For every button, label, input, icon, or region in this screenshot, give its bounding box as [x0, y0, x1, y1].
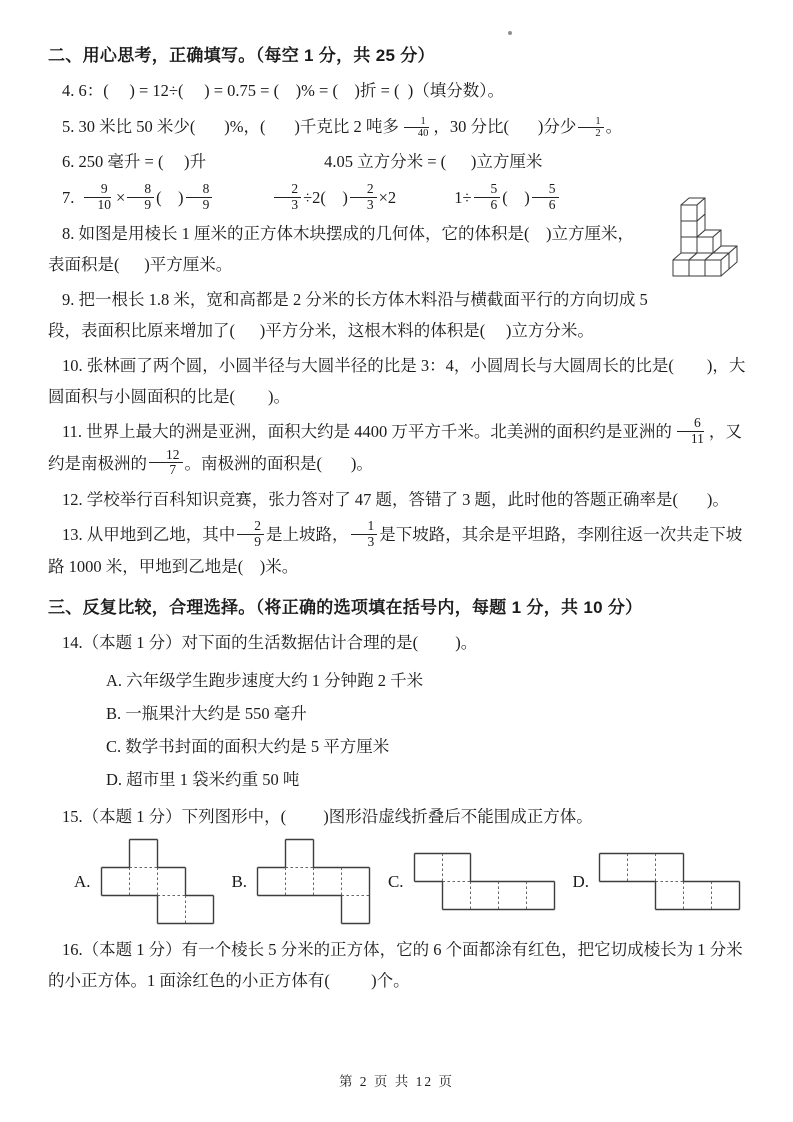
- fraction-denominator: 2: [595, 127, 601, 139]
- text-run: = 12÷: [134, 81, 178, 101]
- option-A: [48, 664, 747, 697]
- net-option-A: [74, 838, 215, 925]
- text-run: 12. 学校举行百科知识竞赛，张力答对了 47 题，答错了 3 题，此时他的答题正确率是: [62, 489, 673, 509]
- fraction-numerator: 1: [351, 519, 378, 535]
- answer-blank: ( ): [503, 116, 544, 136]
- text-run: 二、用心思考，正确填写。（每空 1 分，共 25 分）: [48, 46, 435, 65]
- spacer: [396, 202, 454, 203]
- question-10: [48, 351, 747, 412]
- text-run: 。南极洲的面积是: [184, 453, 317, 473]
- text-run: ×: [116, 187, 126, 207]
- fraction-denominator: 9: [254, 534, 261, 550]
- text-run: 9. 把一根长 1.8 米，宽和高都是 2 分米的长方体木料沿与横截面平行的方向切成 5 段，表面积比原来增加了: [48, 290, 652, 340]
- answer-blank: ( ): [280, 806, 329, 826]
- text-run: 6. 250 毫升 =: [62, 152, 158, 172]
- fraction-numerator: 1: [578, 116, 603, 128]
- text-run: 分少: [543, 116, 577, 136]
- text-run: 是下坡路，其余是平坦路，李刚往返一次共走下坡路 1000 米，甲地到乙地是: [48, 525, 743, 576]
- fraction: [237, 519, 264, 549]
- fraction-denominator: 3: [291, 196, 299, 212]
- text-run: ，又约是南极洲的: [48, 422, 742, 473]
- question-6: [48, 147, 747, 178]
- stray-mark-dot: [508, 31, 512, 35]
- text-run: ，30 分比: [433, 116, 504, 136]
- text-run: 14.（本题 1 分）对下面的生活数据估计合理的是: [62, 633, 413, 653]
- fraction-numerator: 1: [404, 116, 429, 128]
- answer-blank: ( ): [178, 81, 210, 101]
- answer-blank: ( ): [229, 320, 266, 340]
- text-run: ÷2: [303, 187, 321, 207]
- fraction-numerator: 9: [84, 182, 111, 198]
- text-run: 4.05 立方分米 =: [324, 152, 441, 172]
- net-option-C: [388, 852, 556, 911]
- fraction: [149, 448, 183, 478]
- text-run: 立方分米。: [511, 320, 594, 340]
- text-run: 10. 张林画了两个圆，小圆半径与大圆半径的比是 3：4，小圆周长与大圆周长的比是: [62, 356, 669, 376]
- answer-blank: ( ): [237, 556, 266, 576]
- fraction: [274, 182, 301, 212]
- answer-blank: ( ): [479, 320, 512, 340]
- question-5: [48, 112, 747, 143]
- fraction-numerator: 8: [186, 182, 213, 198]
- text-run: 8. 如图是用棱长 1 厘米的正方体木块摆成的几何体，它的体积是: [62, 224, 524, 244]
- net-option-label: C.: [387, 871, 404, 891]
- fraction: [401, 116, 432, 139]
- text-run: （填分数）。: [413, 81, 504, 101]
- text-run: = 0.75 =: [209, 81, 274, 101]
- text-run: 。: [460, 633, 478, 653]
- question-15-figures: [48, 838, 747, 925]
- fraction-denominator: 7: [169, 462, 177, 478]
- cube-net-figure: [413, 852, 556, 911]
- option-text: A. 六年级学生跑步速度大约 1 分钟跑 2 千米: [106, 670, 424, 690]
- text-run: % =: [301, 81, 333, 101]
- question-8: [48, 219, 747, 280]
- fraction: [350, 182, 377, 212]
- fraction-denominator: 3: [366, 196, 374, 212]
- answer-blank: ( ): [524, 224, 552, 244]
- fraction-numerator: 2: [274, 182, 301, 198]
- question-13: [48, 520, 747, 582]
- text-run: 折 =: [359, 81, 394, 101]
- cube-net-figure: [598, 852, 741, 911]
- page-number-text: 第 2 页 共 12 页: [338, 1074, 455, 1089]
- text-run: 11. 世界上最大的洲是亚洲，面积大约是 4400 万平方千米。北美洲的面积约是亚洲的: [62, 422, 672, 442]
- question-7: [48, 180, 747, 214]
- answer-blank: ( ): [440, 152, 477, 172]
- fraction: [474, 182, 501, 212]
- text-run: ×2: [378, 187, 397, 207]
- net-option-label: D.: [572, 871, 589, 891]
- fraction-numerator: 2: [237, 519, 264, 535]
- text-run: 。: [605, 116, 623, 136]
- question-14-options: [48, 664, 747, 796]
- question-9: [48, 285, 747, 346]
- section-3-heading: [48, 592, 747, 624]
- question-4: [48, 76, 747, 107]
- fraction-numerator: 12: [149, 448, 183, 464]
- answer-blank: ( ): [260, 116, 300, 136]
- net-option-B: [231, 838, 371, 925]
- text-run: 1÷: [454, 187, 472, 207]
- cube-net-figure: [100, 838, 215, 925]
- text-run: 个。: [376, 971, 410, 990]
- answer-blank: ( ): [412, 633, 461, 653]
- fraction-numerator: 2: [350, 182, 377, 198]
- option-text: B. 一瓶果汁大约是 550 毫升: [106, 703, 307, 723]
- text-run: 立方厘米，表面积是: [48, 224, 634, 274]
- text-run: 三、反复比较，合理选择。（将正确的选项填在括号内，每题 1 分，共 10 分）: [48, 598, 643, 618]
- fraction-numerator: 5: [532, 182, 559, 198]
- option-text: D. 超市里 1 袋米约重 50 吨: [106, 769, 300, 789]
- fraction: [186, 182, 213, 212]
- fraction: [81, 182, 115, 212]
- cube-stack-figure-wrap: [657, 195, 747, 289]
- text-run: 15.（本题 1 分）下列图形中，: [62, 806, 281, 826]
- answer-blank: ( ): [189, 116, 230, 136]
- cube-stack-figure: [671, 195, 747, 278]
- text-run: 16.（本题 1 分）有一个棱长 5 分米的正方体，它的 6 个面都涂有红色，把它切成棱长为 1 分米的小正方体。1 面涂红色的小正方体有: [48, 940, 743, 990]
- answer-blank: ( ): [672, 489, 713, 509]
- answer-blank: ( ): [156, 187, 184, 207]
- fraction-denominator: 3: [367, 534, 375, 550]
- text-run: 平方分米，这根木料的体积是: [265, 320, 480, 340]
- fraction-numerator: 6: [677, 416, 704, 432]
- net-option-label: A.: [74, 871, 91, 891]
- cube-net-figure: [256, 838, 371, 925]
- fraction-denominator: 40: [417, 127, 429, 139]
- text-run: 7.: [62, 187, 79, 207]
- question-14: [48, 628, 747, 659]
- option-text: C. 数学书封面的面积大约是 5 平方厘米: [106, 736, 390, 756]
- spacer: [206, 166, 324, 167]
- text-run: 5. 30 米比 50 米少: [62, 116, 190, 136]
- question-16: [48, 935, 747, 996]
- question-15: [48, 802, 747, 833]
- answer-blank: ( ): [157, 152, 190, 172]
- fraction-denominator: 6: [490, 196, 498, 212]
- answer-blank: ( ): [394, 81, 414, 101]
- fraction: [674, 416, 707, 446]
- text-run: 图形沿虚线折叠后不能围成正方体。: [328, 806, 593, 826]
- answer-blank: ( ): [273, 81, 302, 101]
- spacer: [214, 202, 272, 203]
- text-run: %，: [229, 116, 260, 136]
- answer-blank: ( ): [114, 254, 150, 274]
- text-run: 米。: [265, 556, 299, 576]
- fraction: [127, 182, 154, 212]
- text-run: 升: [189, 152, 207, 172]
- answer-blank: ( ): [316, 453, 357, 473]
- text-run: ，大圆面积与小圆面积的比是: [48, 356, 746, 406]
- answer-blank: ( ): [332, 81, 360, 101]
- net-option-label: B.: [231, 871, 248, 891]
- fraction-numerator: 5: [474, 182, 501, 198]
- text-run: 。: [712, 489, 729, 509]
- text-run: 平方厘米。: [149, 254, 233, 274]
- option-C: [48, 730, 747, 763]
- answer-blank: ( ): [502, 187, 530, 207]
- fraction: [532, 182, 559, 212]
- page-content: [48, 40, 747, 997]
- answer-blank: ( ): [324, 971, 377, 990]
- answer-blank: ( ): [103, 81, 135, 101]
- fraction-denominator: 10: [97, 196, 111, 212]
- text-run: 13. 从甲地到乙地，其中: [62, 525, 236, 545]
- fraction-denominator: 11: [690, 430, 704, 446]
- section-2-heading: [48, 40, 747, 72]
- page-footer: [0, 1070, 793, 1090]
- question-11: [48, 417, 747, 480]
- fraction-numerator: 8: [127, 182, 154, 198]
- text-run: 。: [273, 386, 290, 406]
- text-run: 4. 6：: [62, 81, 104, 101]
- fraction: [351, 519, 378, 549]
- text-run: 立方厘米: [476, 152, 543, 172]
- text-run: 。: [356, 453, 373, 473]
- fraction: [578, 116, 603, 139]
- fraction-denominator: 9: [202, 196, 210, 212]
- fraction-denominator: 6: [548, 196, 556, 212]
- answer-blank: ( ): [668, 356, 713, 376]
- question-12: [48, 485, 747, 516]
- text-run: 千克比 2 吨多: [299, 116, 399, 136]
- fraction-denominator: 9: [144, 196, 152, 212]
- answer-blank: ( ): [229, 386, 274, 406]
- answer-blank: ( ): [320, 187, 348, 207]
- option-B: [48, 697, 747, 730]
- net-option-D: [572, 852, 741, 911]
- text-run: 是上坡路，: [266, 525, 349, 545]
- option-D: [48, 763, 747, 796]
